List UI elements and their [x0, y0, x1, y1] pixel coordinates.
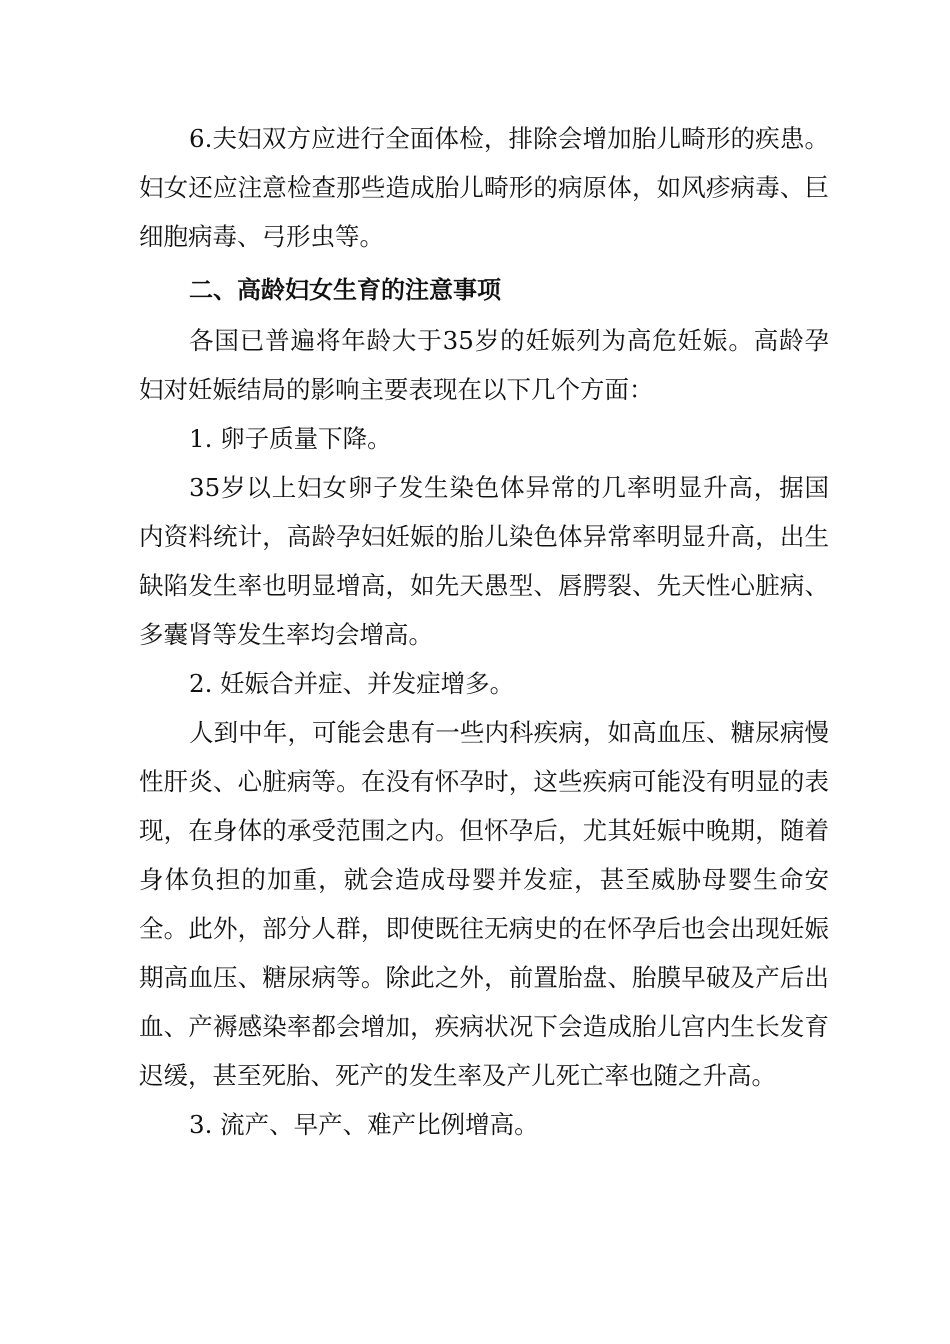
point-1-title: 1. 卵子质量下降。	[189, 424, 392, 453]
section-heading: 二、高龄妇女生育的注意事项	[189, 276, 501, 304]
paragraph-item-6: 6.夫妇双方应进行全面体检，排除会增加胎儿畸形的疾患。妇女还应注意检查那些造成胎儿畸形的病原体，如风疹病毒、巨细胞病毒、弓形虫等。	[139, 124, 829, 251]
paragraph-intro: 各国已普遍将年龄大于35岁的妊娠列为高危妊娠。高龄孕妇对妊娠结局的影响主要表现在以下几个方面：	[139, 326, 829, 404]
point-2-body: 人到中年，可能会患有一些内科疾病，如高血压、糖尿病慢性肝炎、心脏病等。在没有怀孕时，这些疾病可能没有明显的表现，在身体的承受范围之内。但怀孕后，尤其妊娠中晚期，随着身体负担的加重，就会造成母婴并发症，甚至威胁母婴生命安全。此外，部分人群，即使既往无病史的在怀孕后也会出现妊娠期高血压、糖尿病等。除此之外，前置胎盘、胎膜早破及产后出血、产褥感染率都会增加，疾病状况下会造成胎儿宫内生长发育迟缓，甚至死胎、死产的发生率及产儿死亡率也随之升高。	[139, 718, 829, 1090]
point-2-title: 2. 妊娠合并症、并发症增多。	[189, 669, 515, 698]
document-body	[139, 114, 829, 1149]
point-3-title: 3. 流产、早产、难产比例增高。	[189, 1110, 539, 1139]
point-1-body: 35岁以上妇女卵子发生染色体异常的几率明显升高，据国内资料统计，高龄孕妇妊娠的胎儿染色体异常率明显升高，出生缺陷发生率也明显增高，如先天愚型、唇腭裂、先天性心脏病、多囊肾等发生率均会增高。	[139, 473, 829, 649]
